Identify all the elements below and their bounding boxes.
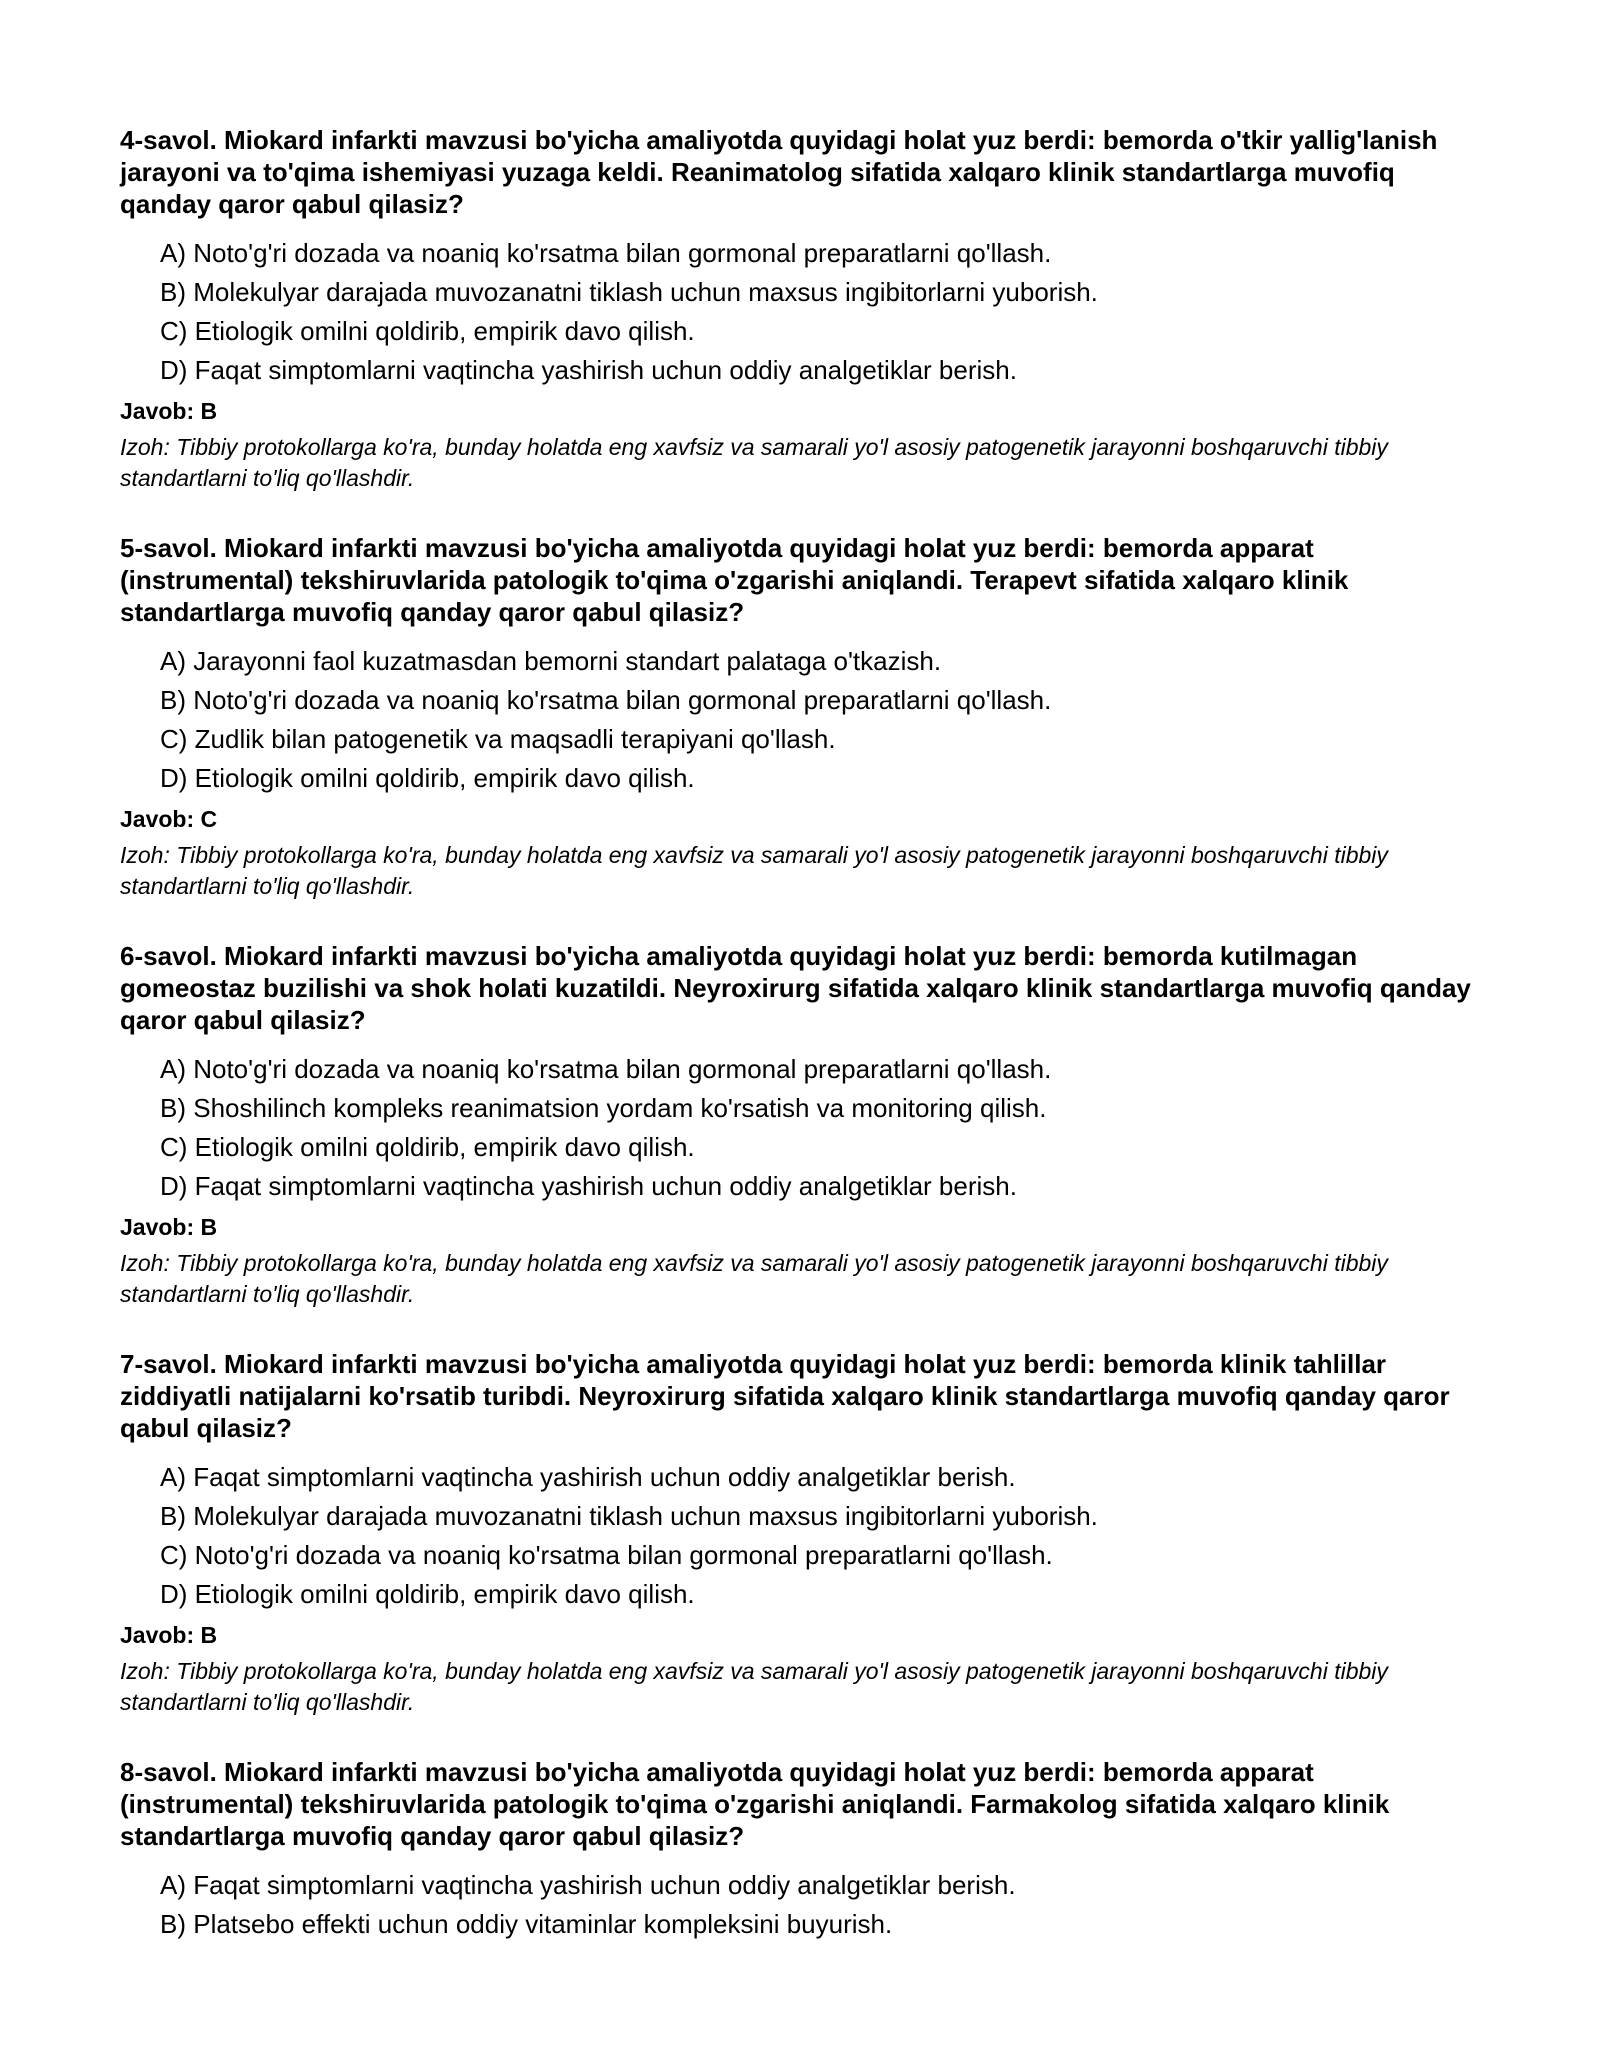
option-d: D) Etiologik omilni qoldirib, empirik davo qilish. bbox=[160, 763, 695, 793]
question-title: 5-savol. Miokard infarkti mavzusi bo'yicha amaliyotda quyidagi holat yuz berdi: bemorda apparat (instrumental) tekshiruvlarida patologik to'qima o'zgarishi aniqlandi. Terapevt sifatida xalqaro klinik standartlarga muvofiq qanday qaror qabul qilasiz? bbox=[120, 533, 1349, 627]
options-list bbox=[120, 1458, 1490, 1614]
explanation-note: Izoh: Tibbiy protokollarga ko'ra, bunday holatda eng xavfsiz va samarali yo'l asosiy patogenetik jarayonni boshqaruvchi tibbiy standartlarni to'liq qo'llashdir. bbox=[120, 434, 1388, 491]
option-b: B) Molekulyar darajada muvozanatni tiklash uchun maxsus ingibitorlarni yuborish. bbox=[160, 277, 1098, 307]
question-block bbox=[120, 532, 1490, 902]
question-title: 6-savol. Miokard infarkti mavzusi bo'yicha amaliyotda quyidagi holat yuz berdi: bemorda kutilmagan gomeostaz buzilishi va shok holati kuzatildi. Neyroxirurg sifatida xalqaro klinik standartlarga muvofiq qanday qaror qabul qilasiz? bbox=[120, 941, 1471, 1035]
option-c: C) Etiologik omilni qoldirib, empirik davo qilish. bbox=[160, 316, 695, 346]
options-list bbox=[120, 1866, 1490, 1944]
option-d: D) Faqat simptomlarni vaqtincha yashirish uchun oddiy analgetiklar berish. bbox=[160, 355, 1017, 385]
option-d: D) Faqat simptomlarni vaqtincha yashirish uchun oddiy analgetiklar berish. bbox=[160, 1171, 1017, 1201]
option-d: D) Etiologik omilni qoldirib, empirik davo qilish. bbox=[160, 1579, 695, 1609]
option-a: A) Faqat simptomlarni vaqtincha yashirish uchun oddiy analgetiklar berish. bbox=[160, 1870, 1016, 1900]
option-b: B) Molekulyar darajada muvozanatni tiklash uchun maxsus ingibitorlarni yuborish. bbox=[160, 1501, 1098, 1531]
answer-line: Javob: C bbox=[120, 806, 218, 832]
option-c: C) Etiologik omilni qoldirib, empirik davo qilish. bbox=[160, 1132, 695, 1162]
question-block bbox=[120, 940, 1490, 1310]
document-page bbox=[120, 124, 1490, 1982]
options-list bbox=[120, 642, 1490, 798]
option-a: A) Noto'g'ri dozada va noaniq ko'rsatma bilan gormonal preparatlarni qo'llash. bbox=[160, 238, 1052, 268]
option-c: C) Zudlik bilan patogenetik va maqsadli terapiyani qo'llash. bbox=[160, 724, 836, 754]
options-list bbox=[120, 1050, 1490, 1206]
option-c: C) Noto'g'ri dozada va noaniq ko'rsatma bilan gormonal preparatlarni qo'llash. bbox=[160, 1540, 1053, 1570]
option-b: B) Noto'g'ri dozada va noaniq ko'rsatma bilan gormonal preparatlarni qo'llash. bbox=[160, 685, 1052, 715]
option-b: B) Shoshilinch kompleks reanimatsion yordam ko'rsatish va monitoring qilish. bbox=[160, 1093, 1047, 1123]
explanation-note: Izoh: Tibbiy protokollarga ko'ra, bunday holatda eng xavfsiz va samarali yo'l asosiy patogenetik jarayonni boshqaruvchi tibbiy standartlarni to'liq qo'llashdir. bbox=[120, 1658, 1388, 1715]
question-title: 8-savol. Miokard infarkti mavzusi bo'yicha amaliyotda quyidagi holat yuz berdi: bemorda apparat (instrumental) tekshiruvlarida patologik to'qima o'zgarishi aniqlandi. Farmakolog sifatida xalqaro klinik standartlarga muvofiq qanday qaror qabul qilasiz? bbox=[120, 1757, 1390, 1851]
question-block bbox=[120, 124, 1490, 494]
explanation-note: Izoh: Tibbiy protokollarga ko'ra, bunday holatda eng xavfsiz va samarali yo'l asosiy patogenetik jarayonni boshqaruvchi tibbiy standartlarni to'liq qo'llashdir. bbox=[120, 842, 1388, 899]
options-list bbox=[120, 234, 1490, 390]
explanation-note: Izoh: Tibbiy protokollarga ko'ra, bunday holatda eng xavfsiz va samarali yo'l asosiy patogenetik jarayonni boshqaruvchi tibbiy standartlarni to'liq qo'llashdir. bbox=[120, 1250, 1388, 1307]
option-a: A) Faqat simptomlarni vaqtincha yashirish uchun oddiy analgetiklar berish. bbox=[160, 1462, 1016, 1492]
answer-line: Javob: B bbox=[120, 1214, 218, 1240]
question-block bbox=[120, 1756, 1490, 1944]
answer-line: Javob: B bbox=[120, 398, 218, 424]
option-b: B) Platsebo effekti uchun oddiy vitaminlar kompleksini buyurish. bbox=[160, 1909, 893, 1939]
option-a: A) Jarayonni faol kuzatmasdan bemorni standart palataga o'tkazish. bbox=[160, 646, 942, 676]
question-title: 4-savol. Miokard infarkti mavzusi bo'yicha amaliyotda quyidagi holat yuz berdi: bemorda o'tkir yallig'lanish jarayoni va to'qima ishemiyasi yuzaga keldi. Reanimatolog sifatida xalqaro klinik standartlarga muvofiq qanday qaror qabul qilasiz? bbox=[120, 125, 1438, 219]
question-block bbox=[120, 1348, 1490, 1718]
option-a: A) Noto'g'ri dozada va noaniq ko'rsatma bilan gormonal preparatlarni qo'llash. bbox=[160, 1054, 1052, 1084]
answer-line: Javob: B bbox=[120, 1622, 218, 1648]
question-title: 7-savol. Miokard infarkti mavzusi bo'yicha amaliyotda quyidagi holat yuz berdi: bemorda klinik tahlillar ziddiyatli natijalarni ko'rsatib turibdi. Neyroxirurg sifatida xalqaro klinik standartlarga muvofiq qanday qaror qabul qilasiz? bbox=[120, 1349, 1450, 1443]
